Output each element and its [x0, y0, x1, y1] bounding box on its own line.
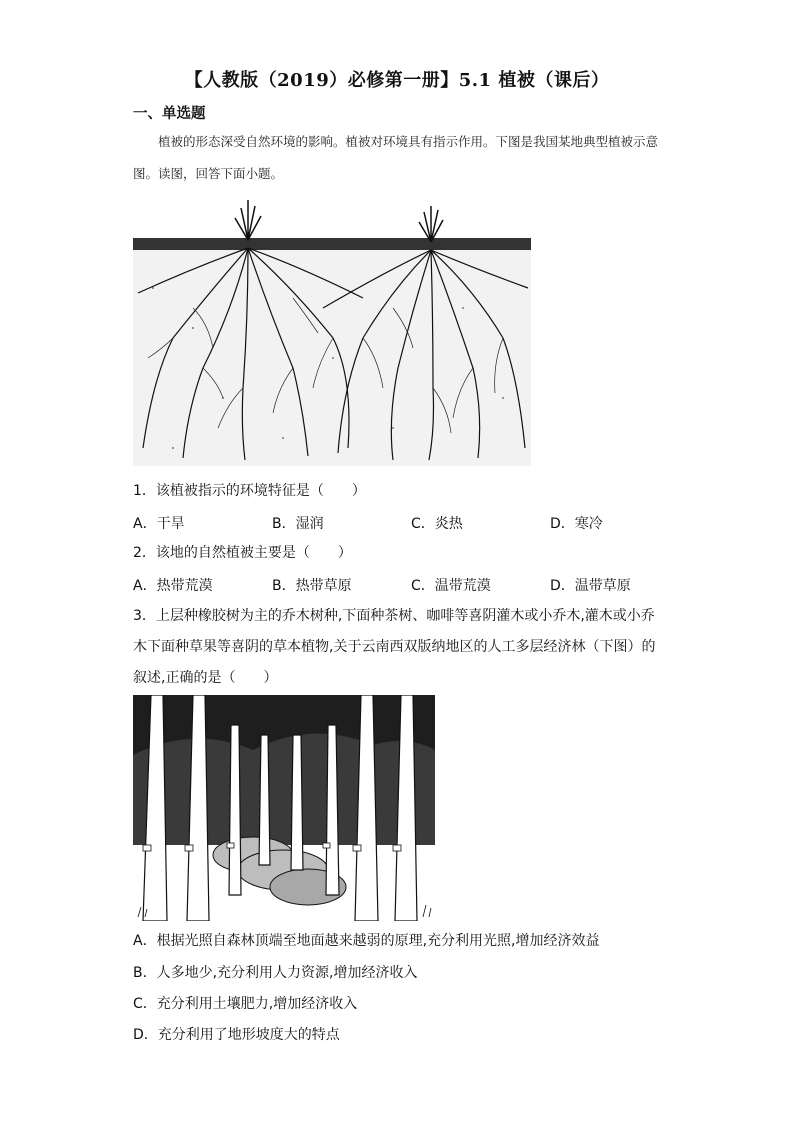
question-options: [133, 575, 693, 597]
option-a[interactable]: A．根据光照自森林顶端至地面越来越弱的原理,充分利用光照,增加经济效益: [133, 933, 600, 949]
section-heading: 一、单选题: [133, 106, 206, 122]
question-stem: 3．上层种橡胶树为主的乔木树种,下面种茶树、咖啡等喜阴灌木或小乔木,灌木或小乔木下面种草果等喜阴的草本植物,关于云南西双版纳地区的人工多层经济林（下图）的叙述,正确的是（ ）: [133, 608, 656, 686]
page-title: 【人教版（2019）必修第一册】5.1 植被（课后）: [184, 70, 610, 91]
plantation-forest-figure: [133, 695, 435, 921]
question-stem: 2．该地的自然植被主要是（ ）: [133, 545, 352, 561]
root-system-figure: [133, 198, 531, 466]
option-d[interactable]: D．温带草原: [550, 578, 631, 594]
option-b[interactable]: B．湿润: [272, 516, 324, 532]
option-b[interactable]: B．热带草原: [272, 578, 352, 594]
option-d[interactable]: D．充分利用了地形坡度大的特点: [133, 1027, 340, 1043]
option-d[interactable]: D．寒冷: [550, 516, 603, 532]
question-stem: 1．该植被指示的环境特征是（ ）: [133, 483, 366, 499]
option-c[interactable]: C．充分利用土壤肥力,增加经济收入: [133, 996, 358, 1012]
option-a[interactable]: A．热带荒漠: [133, 578, 213, 594]
question-options: [133, 513, 693, 535]
reading-passage: 植被的形态深受自然环境的影响。植被对环境具有指示作用。下图是我国某地典型植被示意图。读图，回答下面小题。: [133, 134, 659, 181]
option-a[interactable]: A．干旱: [133, 516, 185, 532]
option-c[interactable]: C．炎热: [411, 516, 463, 532]
option-b[interactable]: B．人多地少,充分利用人力资源,增加经济收入: [133, 965, 418, 981]
option-c[interactable]: C．温带荒漠: [411, 578, 491, 594]
